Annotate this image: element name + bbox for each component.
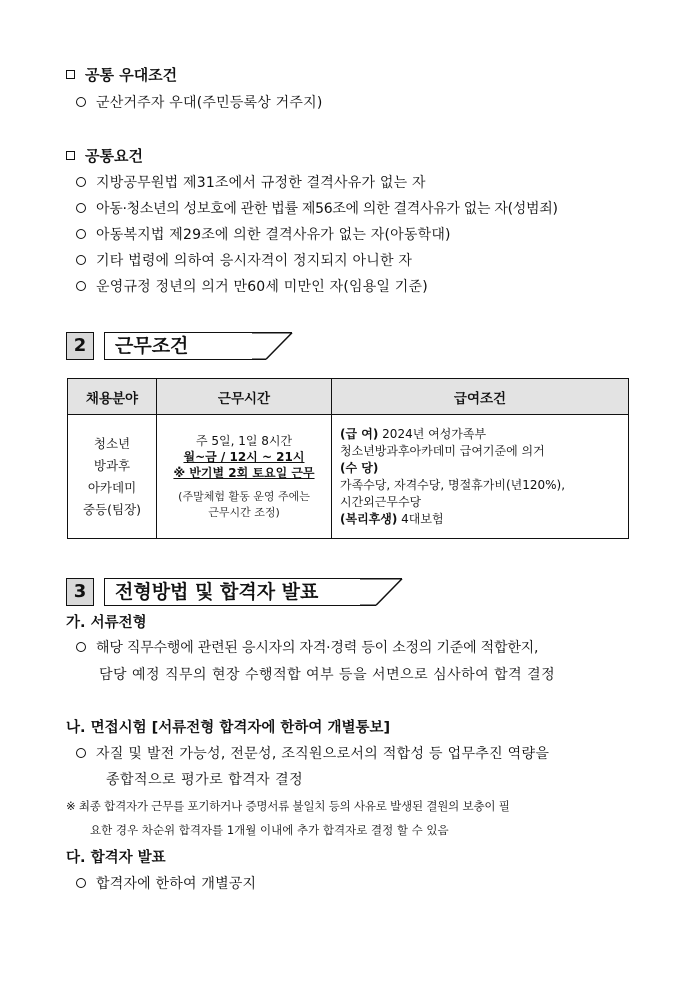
section-3-header <box>66 578 406 608</box>
list-item: 기타 법령에 의하여 응시자격이 정지되지 아니한 자 <box>76 250 412 270</box>
list-item: 군산거주자 우대(주민등록상 거주지) <box>76 92 322 112</box>
hours-cell: 주 5일, 1일 8시간 월~금 / 12시 ~ 21시 ※ 반기별 2회 토요일 근무 (주말체험 활동 운영 주에는 근무시간 조정) <box>157 415 332 539</box>
circle-bullet-icon <box>76 97 86 107</box>
column-header: 근무시간 <box>157 379 332 415</box>
square-bullet-icon <box>66 70 75 79</box>
table-row <box>68 415 629 539</box>
list-item: 아동·청소년의 성보호에 관한 법률 제56조에 의한 결격사유가 없는 자(성범죄) <box>76 198 558 218</box>
list-item-continuation: 종합적으로 평가로 합격자 결정 <box>106 772 304 788</box>
circle-bullet-icon <box>76 255 86 265</box>
circle-bullet-icon <box>76 229 86 239</box>
list-item: 합격자에 한하여 개별공지 <box>76 873 256 893</box>
column-header: 급여조건 <box>332 379 629 415</box>
list-item: 아동복지법 제29조에 의한 결격사유가 없는 자(아동학대) <box>76 224 451 244</box>
circle-bullet-icon <box>76 878 86 888</box>
list-item: 지방공무원법 제31조에서 규정한 결격사유가 없는 자 <box>76 172 426 192</box>
pay-cell: (급 여) 2024년 여성가족부 청소년방과후아카데미 급여기준에 의거 (수 당) 가족수당, 자격수당, 명절휴가비(년120%), 시간외근무수당 (복리후생) 4대보험 <box>332 415 629 539</box>
table-header-row <box>68 379 629 415</box>
section-title: 전형방법 및 합격자 발표 <box>104 578 362 606</box>
common-requirements-heading: 공통요건 <box>66 145 143 166</box>
section-number: 2 <box>66 332 94 360</box>
section-number: 3 <box>66 578 94 606</box>
list-item: 해당 직무수행에 관련된 응시자의 자격·경력 등이 소정의 기준에 적합한지, <box>76 637 538 657</box>
announcement-heading: 다. 합격자 발표 <box>66 850 166 866</box>
common-preference-heading: 공통 우대조건 <box>66 64 177 85</box>
circle-bullet-icon <box>76 203 86 213</box>
list-item-continuation: 담당 예정 직무의 현장 수행적합 여부 등을 서면으로 심사하여 합격 결정 <box>99 667 556 683</box>
circle-bullet-icon <box>76 281 86 291</box>
list-item: 자질 및 발전 가능성, 전문성, 조직원으로서의 적합성 등 업무추진 역량을 <box>76 743 549 763</box>
circle-bullet-icon <box>76 177 86 187</box>
field-cell: 청소년 방과후 아카데미 중등(팀장) <box>68 415 157 539</box>
list-item: 운영규정 정년의 의거 만60세 미만인 자(임용일 기준) <box>76 276 428 296</box>
section-title-slant <box>252 332 296 360</box>
circle-bullet-icon <box>76 642 86 652</box>
column-header: 채용분야 <box>68 379 157 415</box>
work-conditions-table <box>67 378 629 539</box>
note-text: ※ 최종 합격자가 근무를 포기하거나 증명서류 불일치 등의 사유로 발생된 결원의 보충이 필 <box>66 799 510 813</box>
section-title-slant <box>360 578 406 606</box>
square-bullet-icon <box>66 151 75 160</box>
section-2-header <box>66 332 296 362</box>
section-title: 근무조건 <box>104 332 254 360</box>
note-text: 요한 경우 차순위 합격자를 1개월 이내에 추가 합격자로 결정 할 수 있음 <box>90 823 449 837</box>
interview-heading: 나. 면접시험 [서류전형 합격자에 한하여 개별통보] <box>66 720 391 736</box>
document-screening-heading: 가. 서류전형 <box>66 615 147 631</box>
circle-bullet-icon <box>76 748 86 758</box>
